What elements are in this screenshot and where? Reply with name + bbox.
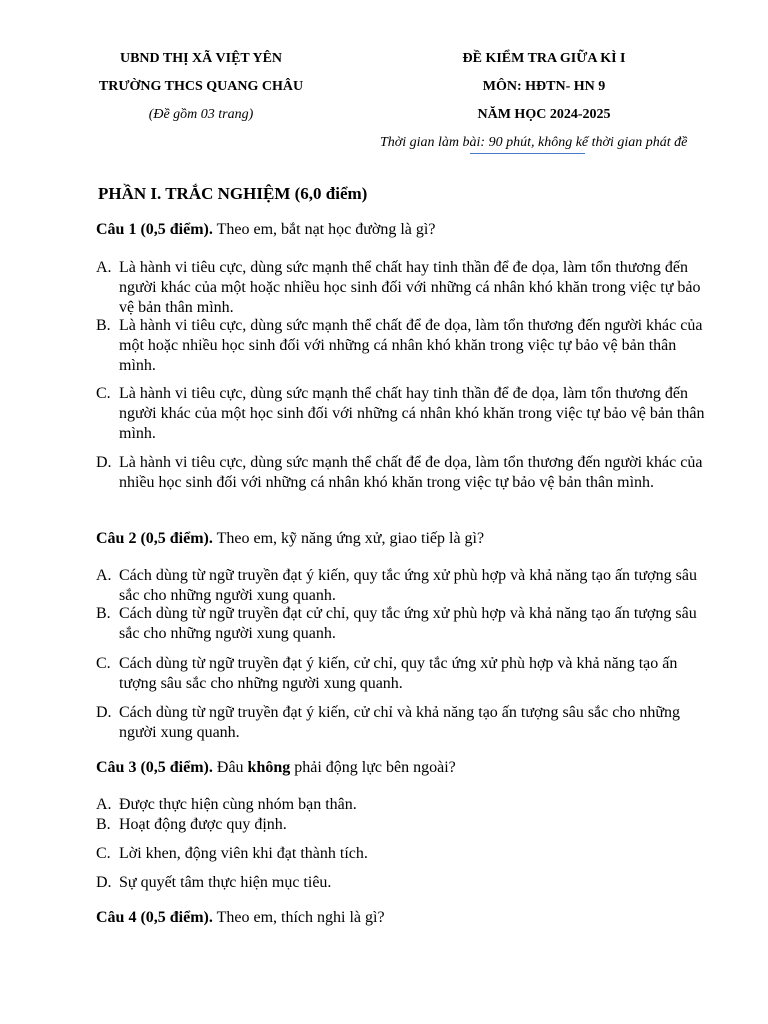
answer-option[interactable]: [96, 316, 716, 376]
time-note: Thời gian làm bài: 90 phút, không kể thời gian phát đề: [380, 135, 688, 150]
option-letter: B.: [96, 317, 111, 334]
option-text: Lời khen, động viên khi đạt thành tích.: [119, 845, 368, 862]
option-letter: B.: [96, 816, 111, 833]
exam-title: ĐỀ KIỂM TRA GIỮA KÌ I: [462, 51, 626, 66]
question-text: Theo em, bắt nạt học đường là gì?: [212, 221, 436, 238]
question-emphasis: không: [247, 759, 291, 776]
option-text: Là hành vi tiêu cực, dùng sức mạnh thể chất để đe dọa, làm tổn thương đến người khác của một hoặc nhiều học sinh đối với những cá nhân khó khăn trong việc tự bảo vệ bản thân mình.: [119, 317, 703, 374]
option-letter: C.: [96, 845, 111, 862]
subject-line: MÔN: HĐTN- HN 9: [482, 79, 606, 94]
answer-option[interactable]: [96, 815, 716, 835]
page-count-note: (Đề gồm 03 trang): [148, 107, 254, 122]
answer-option[interactable]: [96, 873, 716, 893]
option-letter: D.: [96, 704, 112, 721]
question-text-pre: Đâu: [212, 759, 248, 776]
question-number: Câu 4 (0,5 điểm).: [96, 909, 213, 926]
option-text: Sự quyết tâm thực hiện mục tiêu.: [119, 874, 332, 891]
answer-option[interactable]: [96, 604, 716, 644]
option-letter: D.: [96, 454, 112, 471]
option-letter: D.: [96, 874, 112, 891]
question-2: [96, 530, 484, 548]
question-text: Theo em, kỹ năng ứng xử, giao tiếp là gì?: [212, 530, 485, 547]
option-text: Cách dùng từ ngữ truyền đạt ý kiến, cử chỉ, quy tắc ứng xử phù hợp và khả năng tạo ấn tượng sâu sắc cho những người xung quanh.: [119, 655, 678, 692]
authority-name: UBND THỊ XÃ VIỆT YÊN: [119, 51, 283, 66]
option-text: Cách dùng từ ngữ truyền đạt ý kiến, quy tắc ứng xử phù hợp và khả năng tạo ấn tượng sâu sắc cho những người xung quanh.: [119, 567, 697, 604]
answer-option[interactable]: [96, 795, 716, 815]
school-name: TRƯỜNG THCS QUANG CHÂU: [98, 79, 304, 94]
divider-line: [470, 153, 585, 154]
answer-option[interactable]: [96, 453, 716, 493]
option-text: Được thực hiện cùng nhóm bạn thân.: [119, 796, 357, 813]
option-letter: B.: [96, 605, 111, 622]
answer-option[interactable]: [96, 654, 716, 694]
option-text: Cách dùng từ ngữ truyền đạt cử chỉ, quy tắc ứng xử phù hợp và khả năng tạo ấn tượng sâu sắc cho những người xung quanh.: [119, 605, 697, 642]
answer-option[interactable]: [96, 703, 716, 743]
option-text: Là hành vi tiêu cực, dùng sức mạnh thể chất để đe dọa, làm tổn thương đến người khác của nhiều học sinh đối với những cá nhân khó khăn trong việc tự bảo vệ bản thân mình.: [119, 454, 703, 491]
question-number: Câu 3 (0,5 điểm).: [96, 759, 213, 776]
question-text: Theo em, thích nghi là gì?: [212, 909, 385, 926]
answer-option[interactable]: [96, 258, 716, 318]
answer-option[interactable]: [96, 566, 716, 606]
option-text: Cách dùng từ ngữ truyền đạt ý kiến, cử chỉ và khả năng tạo ấn tượng sâu sắc cho những người xung quanh.: [119, 704, 681, 741]
question-1: [96, 221, 435, 239]
question-number: Câu 1 (0,5 điểm).: [96, 221, 213, 238]
option-letter: A.: [96, 259, 112, 276]
question-text-post: phải động lực bên ngoài?: [290, 759, 456, 776]
question-3: [96, 759, 456, 777]
option-text: Là hành vi tiêu cực, dùng sức mạnh thể chất hay tinh thần để đe dọa, làm tổn thương đến người khác của một hoặc nhiều học sinh đối với những cá nhân khó khăn trong việc tự bảo vệ bản thân mình.: [119, 259, 701, 316]
answer-option[interactable]: [96, 384, 716, 444]
question-4: [96, 909, 385, 927]
option-letter: C.: [96, 385, 111, 402]
option-letter: A.: [96, 796, 112, 813]
answer-option[interactable]: [96, 844, 716, 864]
option-text: Hoạt động được quy định.: [119, 816, 287, 833]
school-year: NĂM HỌC 2024-2025: [477, 107, 611, 122]
option-letter: A.: [96, 567, 112, 584]
section-title: PHẦN I. TRẮC NGHIỆM (6,0 điểm): [98, 184, 368, 203]
question-number: Câu 2 (0,5 điểm).: [96, 530, 213, 547]
option-text: Là hành vi tiêu cực, dùng sức mạnh thể chất hay tinh thần để đe dọa, làm tổn thương đến người khác của một học sinh đối với những cá nhân khó khăn trong việc tự bảo vệ bản thân mình.: [119, 385, 705, 442]
option-letter: C.: [96, 655, 111, 672]
